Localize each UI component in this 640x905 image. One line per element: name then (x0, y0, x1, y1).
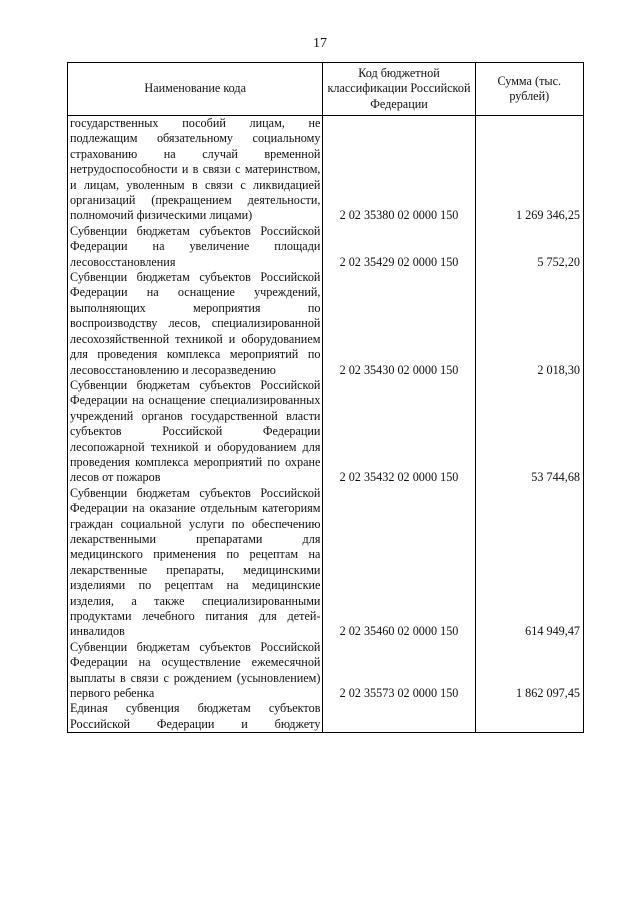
table-row (68, 270, 584, 378)
row-name: Субвенции бюджетам субъектов Российской Федерации на увеличение площади лесовосстановления (68, 224, 323, 270)
table-row (68, 640, 584, 702)
row-name: государственных пособий лицам, не подлежащим обязательному социальному страхованию на случай временной нетрудоспособности и в связи с материнством, и лицам, уволенным в связи с ликвидацией организаций (прекращением деятельности, полномочий физическими лицами) (68, 116, 323, 224)
header-code-name: Наименование кода (68, 63, 323, 116)
table-header-row (68, 63, 584, 116)
row-sum (475, 701, 583, 732)
page-number: 17 (313, 36, 327, 51)
row-code (323, 701, 475, 732)
header-budget-code: Код бюджетной классификации Российской Федерации (323, 63, 475, 116)
row-code: 2 02 35573 02 0000 150 (323, 640, 475, 702)
table-row (68, 224, 584, 270)
row-name: Субвенции бюджетам субъектов Российской Федерации на оснащение специализированных учреждений органов государственной власти субъектов Российской Федерации лесопожарной техникой и оборудованием для проведения комплекса мероприятий по охране лесов от пожаров (68, 378, 323, 486)
row-name: Субвенции бюджетам субъектов Российской Федерации на оснащение учреждений, выполняющих мероприятия по воспроизводству лесов, специализированной лесохозяйственной техникой и оборудованием для проведения комплекса мероприятий по лесовосстановлению и лесоразведению (68, 270, 323, 378)
row-code: 2 02 35460 02 0000 150 (323, 486, 475, 640)
row-code: 2 02 35429 02 0000 150 (323, 224, 475, 270)
row-name: Единая субвенция бюджетам субъектов Российской Федерации и бюджету (68, 701, 323, 732)
header-sum: Сумма (тыс. рублей) (475, 63, 583, 116)
table-row (68, 701, 584, 732)
row-name: Субвенции бюджетам субъектов Российской Федерации на осуществление ежемесячной выплаты в связи с рождением (усыновлением) первого ребенка (68, 640, 323, 702)
table-row (68, 486, 584, 640)
row-sum: 1 862 097,45 (475, 640, 583, 702)
row-sum: 2 018,30 (475, 270, 583, 378)
row-sum: 614 949,47 (475, 486, 583, 640)
row-name: Субвенции бюджетам субъектов Российской Федерации на оказание отдельным категориям граждан социальной услуги по обеспечению лекарственными препаратами для медицинского применения по рецептам на лекарственные препараты, медицинскими изделиями по рецептам на медицинские изделия, а также специализированными продуктами лечебного питания для детей-инвалидов (68, 486, 323, 640)
row-code: 2 02 35430 02 0000 150 (323, 270, 475, 378)
row-sum: 5 752,20 (475, 224, 583, 270)
budget-classification-table (67, 62, 584, 733)
row-sum: 53 744,68 (475, 378, 583, 486)
row-code: 2 02 35432 02 0000 150 (323, 378, 475, 486)
row-sum: 1 269 346,25 (475, 116, 583, 224)
table-row (68, 378, 584, 486)
row-code: 2 02 35380 02 0000 150 (323, 116, 475, 224)
table-row (68, 116, 584, 224)
